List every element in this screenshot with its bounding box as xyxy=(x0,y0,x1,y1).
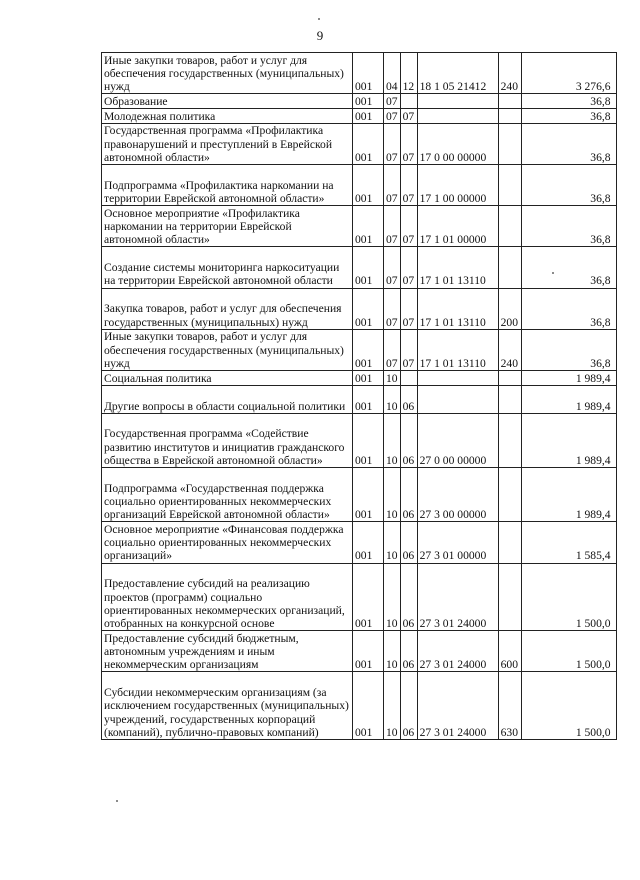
row-name: Предоставление субсидий бюджетным, автономным учреждениям и иным некоммерческим организациям xyxy=(102,631,353,672)
row-amount: 36,8 xyxy=(521,123,616,164)
row-admin-code: 001 xyxy=(353,123,384,164)
table-row xyxy=(102,206,617,247)
row-expense-type xyxy=(498,123,521,164)
table-row xyxy=(102,288,617,329)
table-row xyxy=(102,370,617,385)
row-name: Государственная программа «Содействие развитию институтов и инициатив гражданского общества в Еврейской автономной области» xyxy=(102,413,353,467)
table-row xyxy=(102,123,617,164)
row-section-code: 07 xyxy=(384,329,401,370)
table-row xyxy=(102,385,617,413)
row-expense-type xyxy=(498,164,521,205)
row-admin-code: 001 xyxy=(353,329,384,370)
row-subsection-code xyxy=(400,94,417,109)
row-name: Закупка товаров, работ и услуг для обеспечения государственных (муниципальных) нужд xyxy=(102,288,353,329)
row-admin-code: 001 xyxy=(353,108,384,123)
row-subsection-code: 07 xyxy=(400,329,417,370)
row-amount: 36,8 xyxy=(521,247,616,288)
row-subsection-code: 07 xyxy=(400,164,417,205)
table-row xyxy=(102,468,617,522)
row-amount: 36,8 xyxy=(521,329,616,370)
row-admin-code: 001 xyxy=(353,94,384,109)
row-target-article: 17 1 00 00000 xyxy=(417,164,498,205)
row-subsection-code: 07 xyxy=(400,123,417,164)
row-admin-code: 001 xyxy=(353,247,384,288)
row-subsection-code: 07 xyxy=(400,247,417,288)
row-name: Подпрограмма «Профилактика наркомании на территории Еврейской автономной области» xyxy=(102,164,353,205)
row-admin-code: 001 xyxy=(353,370,384,385)
row-amount: 1 500,0 xyxy=(521,563,616,631)
row-section-code: 10 xyxy=(384,413,401,467)
table-row xyxy=(102,108,617,123)
row-subsection-code: 07 xyxy=(400,108,417,123)
row-section-code: 07 xyxy=(384,247,401,288)
row-name: Основное мероприятие «Финансовая поддержка социально ориентированных некоммерческих организаций» xyxy=(102,522,353,563)
row-target-article: 17 1 01 13110 xyxy=(417,247,498,288)
row-admin-code: 001 xyxy=(353,164,384,205)
row-subsection-code: 06 xyxy=(400,468,417,522)
row-subsection-code: 07 xyxy=(400,288,417,329)
row-expense-type: 240 xyxy=(498,329,521,370)
row-expense-type xyxy=(498,385,521,413)
row-expense-type xyxy=(498,370,521,385)
row-target-article: 27 0 00 00000 xyxy=(417,413,498,467)
row-expense-type xyxy=(498,468,521,522)
row-target-article: 17 1 01 00000 xyxy=(417,206,498,247)
row-section-code: 07 xyxy=(384,288,401,329)
row-amount: 1 989,4 xyxy=(521,413,616,467)
row-name: Иные закупки товаров, работ и услуг для обеспечения государственных (муниципальных) нужд xyxy=(102,329,353,370)
row-target-article xyxy=(417,108,498,123)
row-amount: 36,8 xyxy=(521,288,616,329)
row-expense-type xyxy=(498,94,521,109)
row-admin-code: 001 xyxy=(353,468,384,522)
row-section-code: 10 xyxy=(384,631,401,672)
row-subsection-code: 06 xyxy=(400,385,417,413)
row-subsection-code: 06 xyxy=(400,413,417,467)
row-name: Молодежная политика xyxy=(102,108,353,123)
row-expense-type: 600 xyxy=(498,631,521,672)
row-subsection-code: 06 xyxy=(400,522,417,563)
row-section-code: 10 xyxy=(384,563,401,631)
row-target-article: 27 3 01 24000 xyxy=(417,631,498,672)
row-section-code: 10 xyxy=(384,672,401,740)
row-name: Государственная программа «Профилактика правонарушений и преступлений в Еврейской автономной области» xyxy=(102,123,353,164)
table-row xyxy=(102,522,617,563)
table-row xyxy=(102,53,617,94)
row-target-article: 17 1 01 13110 xyxy=(417,288,498,329)
row-name: Социальная политика xyxy=(102,370,353,385)
row-expense-type xyxy=(498,522,521,563)
row-expense-type xyxy=(498,563,521,631)
row-section-code: 04 xyxy=(384,53,401,94)
table-row xyxy=(102,413,617,467)
row-target-article: 18 1 05 21412 xyxy=(417,53,498,94)
row-subsection-code xyxy=(400,370,417,385)
row-amount: 36,8 xyxy=(521,206,616,247)
row-section-code: 10 xyxy=(384,468,401,522)
row-section-code: 07 xyxy=(384,94,401,109)
table-row xyxy=(102,247,617,288)
row-target-article: 27 3 01 00000 xyxy=(417,522,498,563)
row-expense-type: 630 xyxy=(498,672,521,740)
budget-table xyxy=(101,52,617,740)
row-admin-code: 001 xyxy=(353,672,384,740)
row-target-article: 17 1 01 13110 xyxy=(417,329,498,370)
row-expense-type xyxy=(498,206,521,247)
row-expense-type: 200 xyxy=(498,288,521,329)
page-number: 9 xyxy=(316,28,324,43)
row-target-article xyxy=(417,370,498,385)
row-subsection-code: 07 xyxy=(400,206,417,247)
row-amount: 1 989,4 xyxy=(521,370,616,385)
row-name: Создание системы мониторинга наркоситуации на территории Еврейской автономной области xyxy=(102,247,353,288)
row-amount: 1 585,4 xyxy=(521,522,616,563)
row-name: Образование xyxy=(102,94,353,109)
table-row xyxy=(102,563,617,631)
row-section-code: 07 xyxy=(384,206,401,247)
table-row xyxy=(102,164,617,205)
row-section-code: 07 xyxy=(384,123,401,164)
row-amount: 36,8 xyxy=(521,108,616,123)
row-target-article: 27 3 00 00000 xyxy=(417,468,498,522)
row-section-code: 10 xyxy=(384,385,401,413)
row-section-code: 10 xyxy=(384,370,401,385)
row-admin-code: 001 xyxy=(353,206,384,247)
row-subsection-code: 06 xyxy=(400,672,417,740)
row-admin-code: 001 xyxy=(353,563,384,631)
row-expense-type xyxy=(498,247,521,288)
row-amount: 1 500,0 xyxy=(521,631,616,672)
row-amount: 36,8 xyxy=(521,94,616,109)
table-row xyxy=(102,94,617,109)
row-admin-code: 001 xyxy=(353,53,384,94)
table-row xyxy=(102,329,617,370)
row-target-article xyxy=(417,94,498,109)
row-target-article: 27 3 01 24000 xyxy=(417,563,498,631)
row-amount: 1 989,4 xyxy=(521,385,616,413)
row-expense-type xyxy=(498,108,521,123)
row-name: Предоставление субсидий на реализацию проектов (программ) социально ориентированных некоммерческих организаций, отобранных на конкурсной основе xyxy=(102,563,353,631)
row-target-article: 27 3 01 24000 xyxy=(417,672,498,740)
table-row xyxy=(102,672,617,740)
row-amount: 1 500,0 xyxy=(521,672,616,740)
row-admin-code: 001 xyxy=(353,631,384,672)
row-amount: 3 276,6 xyxy=(521,53,616,94)
row-subsection-code: 06 xyxy=(400,631,417,672)
row-expense-type: 240 xyxy=(498,53,521,94)
row-admin-code: 001 xyxy=(353,385,384,413)
row-name: Другие вопросы в области социальной политики xyxy=(102,385,353,413)
row-name: Основное мероприятие «Профилактика наркомании на территории Еврейской автономной области» xyxy=(102,206,353,247)
row-subsection-code: 06 xyxy=(400,563,417,631)
row-admin-code: 001 xyxy=(353,413,384,467)
row-name: Иные закупки товаров, работ и услуг для обеспечения государственных (муниципальных) нужд xyxy=(102,53,353,94)
row-admin-code: 001 xyxy=(353,288,384,329)
row-expense-type xyxy=(498,413,521,467)
row-subsection-code: 12 xyxy=(400,53,417,94)
table-row xyxy=(102,631,617,672)
row-section-code: 07 xyxy=(384,164,401,205)
row-amount: 36,8 xyxy=(521,164,616,205)
row-target-article xyxy=(417,385,498,413)
row-section-code: 10 xyxy=(384,522,401,563)
row-name: Субсидии некоммерческим организациям (за исключением государственных (муниципальных) учреждений, государственных корпораций (компаний), публично-правовых компаний) xyxy=(102,672,353,740)
row-amount: 1 989,4 xyxy=(521,468,616,522)
row-target-article: 17 0 00 00000 xyxy=(417,123,498,164)
row-name: Подпрограмма «Государственная поддержка социально ориентированных некоммерческих организаций Еврейской автономной области» xyxy=(102,468,353,522)
row-admin-code: 001 xyxy=(353,522,384,563)
row-section-code: 07 xyxy=(384,108,401,123)
